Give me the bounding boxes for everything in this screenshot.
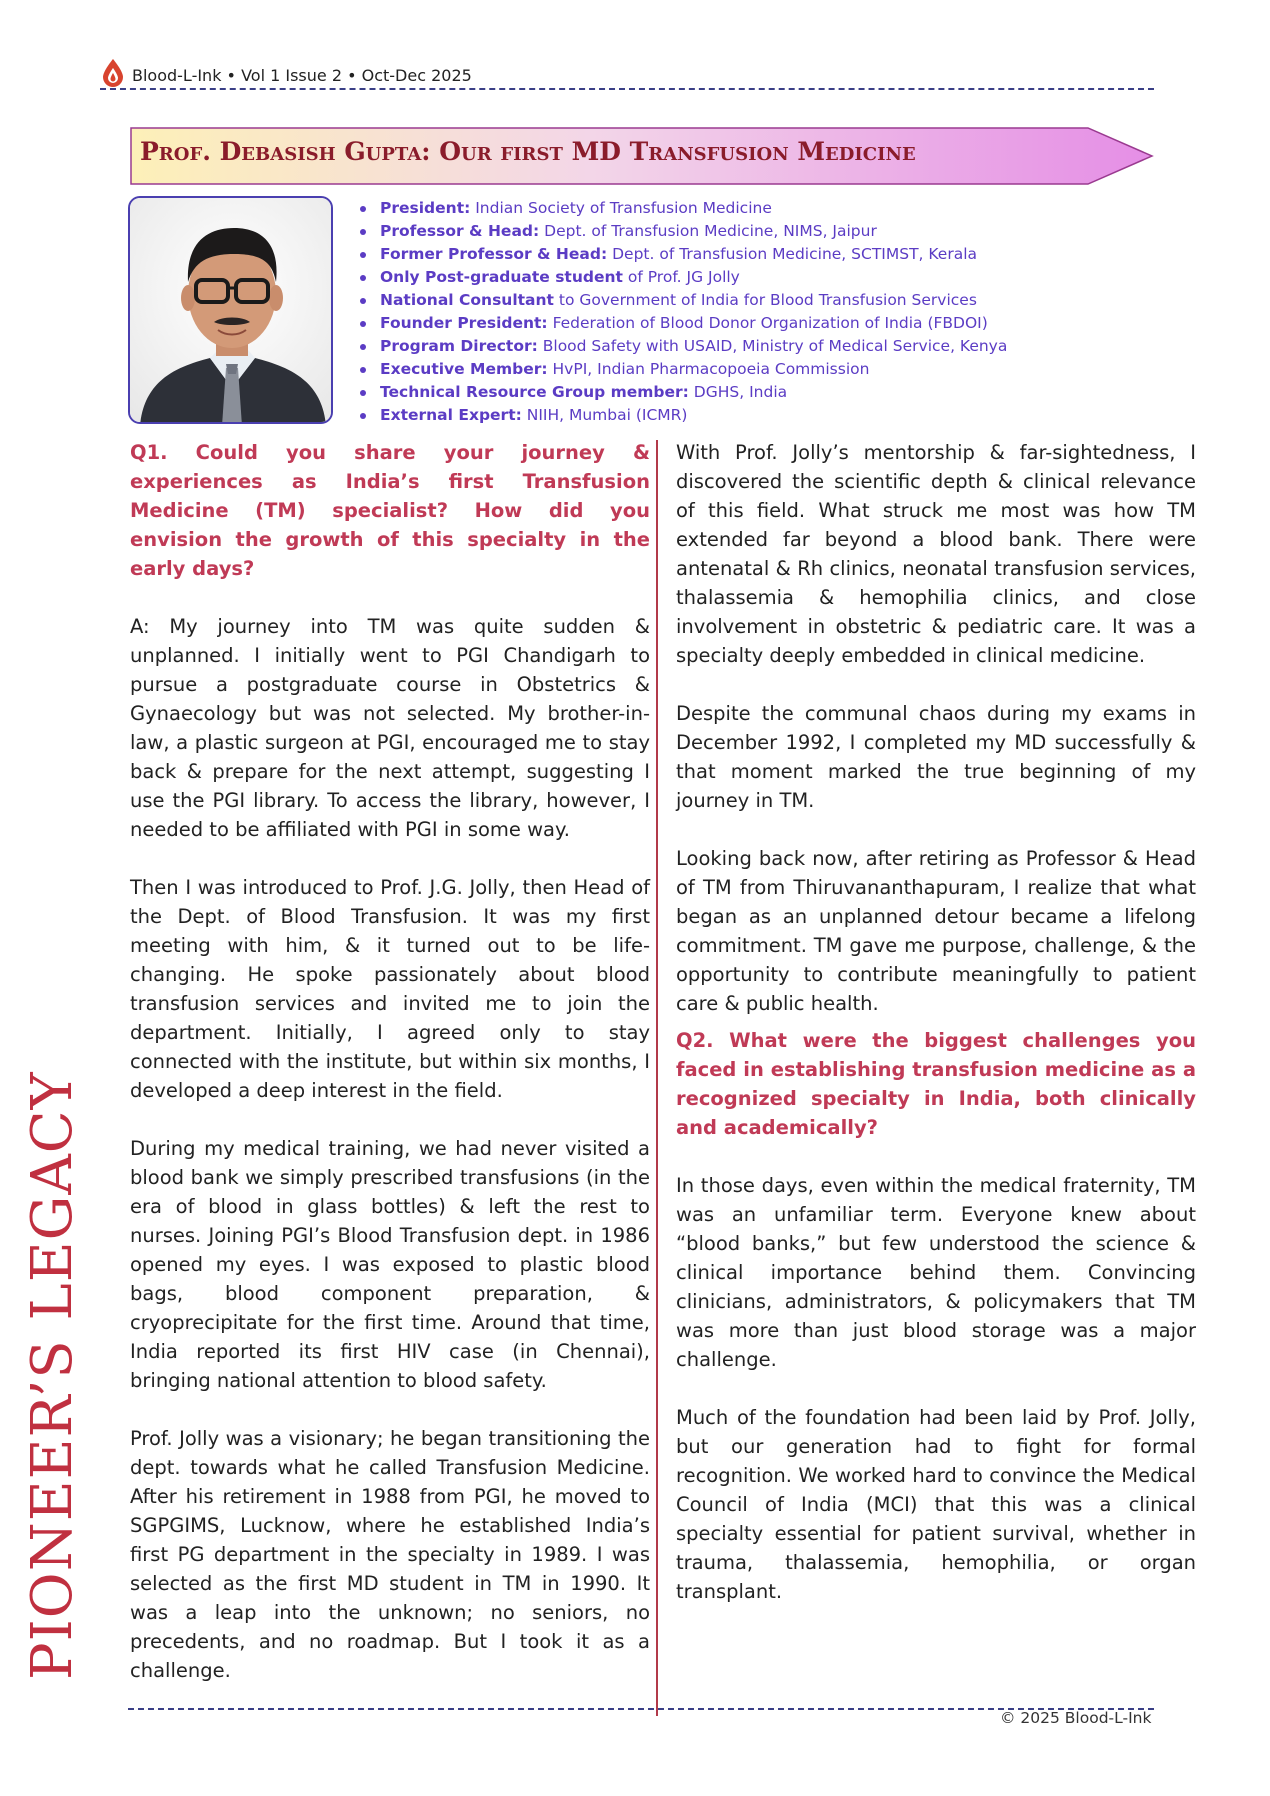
credential-text: NIIH, Mumbai (ICMR) [521, 406, 688, 424]
question-1: Q1. Could you share your journey & experiences as India’s first Transfusion Medicine (TM) specialist? How did you envision the growth of this specialty in the early days? [130, 441, 650, 580]
answer-paragraph: In those days, even within the medical fraternity, TM was an unfamiliar term. Everyone knew about “blood banks,” but few understood the science & clinical importance behind them. Convincing clinicians, administrators, & policymakers that TM was more than just blood storage was a major challenge. [676, 1174, 1196, 1371]
blood-drop-icon [100, 58, 126, 88]
portrait-illustration [130, 198, 333, 424]
right-column [676, 438, 1196, 1635]
credential-item [360, 381, 1160, 404]
credential-label: Technical Resource Group member: [380, 383, 689, 401]
credentials-list [360, 197, 1160, 427]
credential-text: HvPI, Indian Pharmacopoeia Commission [547, 360, 870, 378]
credential-item [360, 266, 1160, 289]
credential-item [360, 243, 1160, 266]
credential-text: Indian Society of Transfusion Medicine [470, 199, 772, 217]
credential-item [360, 197, 1160, 220]
credential-label: National Consultant [380, 291, 554, 309]
masthead-text: Blood-L-Ink • Vol 1 Issue 2 • Oct-Dec 2025 [132, 66, 472, 85]
side-title-container [18, 950, 88, 1680]
credential-text: Dept. of Transfusion Medicine, SCTIMST, Kerala [607, 245, 977, 263]
credential-label: Program Director: [380, 337, 538, 355]
credential-label: Only Post-graduate student [380, 268, 623, 286]
title-banner [130, 124, 1154, 188]
left-column [130, 438, 650, 1714]
credential-label: President: [380, 199, 471, 217]
credential-label: Founder President: [380, 314, 548, 332]
credential-label: Professor & Head: [380, 222, 540, 240]
answer-paragraph: Then I was introduced to Prof. J.G. Jolly, then Head of the Dept. of Blood Transfusion. It was my first meeting with him, & it turned out to be life-changing. He spoke passionately about blood transfusion services and invited me to join the department. Initially, I agreed only to stay connected with the institute, but within six months, I developed a deep interest in the field. [130, 876, 650, 1102]
column-divider [656, 440, 658, 1716]
answer-paragraph: Looking back now, after retiring as Professor & Head of TM from Thiruvananthapuram, I realize that what began as an unplanned detour became a lifelong commitment. TM gave me purpose, challenge, & the opportunity to contribute meaningfully to patient care & public health. [676, 847, 1196, 1015]
credential-item [360, 289, 1160, 312]
answer-paragraph: Prof. Jolly was a visionary; he began transitioning the dept. towards what he called Transfusion Medicine. After his retirement in 1988 from PGI, he moved to SGPGIMS, Lucknow, where he established India’s first PG department in the specialty in 1989. I was selected as the first MD student in TM in 1990. It was a leap into the unknown; no seniors, no precedents, and no roadmap. But I took it as a challenge. [130, 1427, 650, 1682]
credential-item [360, 312, 1160, 335]
credential-label: Former Professor & Head: [380, 245, 608, 263]
credential-text: Blood Safety with USAID, Ministry of Medical Service, Kenya [537, 337, 1008, 355]
answer-paragraph: Much of the foundation had been laid by Prof. Jolly, but our generation had to fight for formal recognition. We worked hard to convince the Medical Council of India (MCI) that this was a clinical specialty essential for patient survival, whether in trauma, thalassemia, hemophilia, or organ transplant. [676, 1406, 1196, 1603]
masthead [100, 56, 1154, 90]
copyright-notice: © 2025 Blood-L-Ink [1000, 1709, 1152, 1727]
answer-paragraph: Despite the communal chaos during my exams in December 1992, I completed my MD successfully & that moment marked the true beginning of my journey in TM. [676, 702, 1196, 812]
credential-item [360, 220, 1160, 243]
credential-text: Dept. of Transfusion Medicine, NIMS, Jaipur [539, 222, 877, 240]
side-title: PIONEER’S LEGACY [20, 1071, 85, 1680]
credential-text: of Prof. JG Jolly [622, 268, 740, 286]
credential-label: Executive Member: [380, 360, 548, 378]
article-title: Prof. Debasish Gupta: Our first MD Transfusion Medicine [140, 137, 916, 166]
answer-paragraph: With Prof. Jolly’s mentorship & far-sightedness, I discovered the scientific depth & clinical relevance of this field. What struck me most was how TM extended far beyond a blood bank. There were antenatal & Rh clinics, neonatal transfusion services, thalassemia & hemophilia clinics, and close involvement in obstetric & pediatric care. It was a specialty deeply embedded in clinical medicine. [676, 441, 1196, 667]
answer-paragraph: During my medical training, we had never visited a blood bank we simply prescribed transfusions (in the era of blood in glass bottles) & left the rest to nurses. Joining PGI’s Blood Transfusion dept. in 1986 opened my eyes. I was exposed to plastic blood bags, blood component preparation, & cryoprecipitate for the first time. Around that time, India reported its first HIV case (in Chennai), bringing national attention to blood safety. [130, 1137, 650, 1392]
question-2: Q2. What were the biggest challenges you faced in establishing transfusion medicine as a recognized specialty in India, both clinically and academically? [676, 1029, 1196, 1139]
credential-text: Federation of Blood Donor Organization of India (FBDOI) [547, 314, 988, 332]
credential-text: DGHS, India [688, 383, 788, 401]
credential-item [360, 358, 1160, 381]
answer-paragraph: A: My journey into TM was quite sudden & unplanned. I initially went to PGI Chandigarh to pursue a postgraduate course in Obstetrics & Gynaecology but was not selected. My brother-in-law, a plastic surgeon at PGI, encouraged me to stay back & prepare for the next attempt, suggesting I use the PGI library. To access the library, however, I needed to be affiliated with PGI in some way. [130, 615, 650, 841]
credential-item [360, 335, 1160, 358]
credential-text: to Government of India for Blood Transfusion Services [553, 291, 977, 309]
portrait-photo [128, 196, 333, 424]
credential-item [360, 404, 1160, 427]
credential-label: External Expert: [380, 406, 522, 424]
